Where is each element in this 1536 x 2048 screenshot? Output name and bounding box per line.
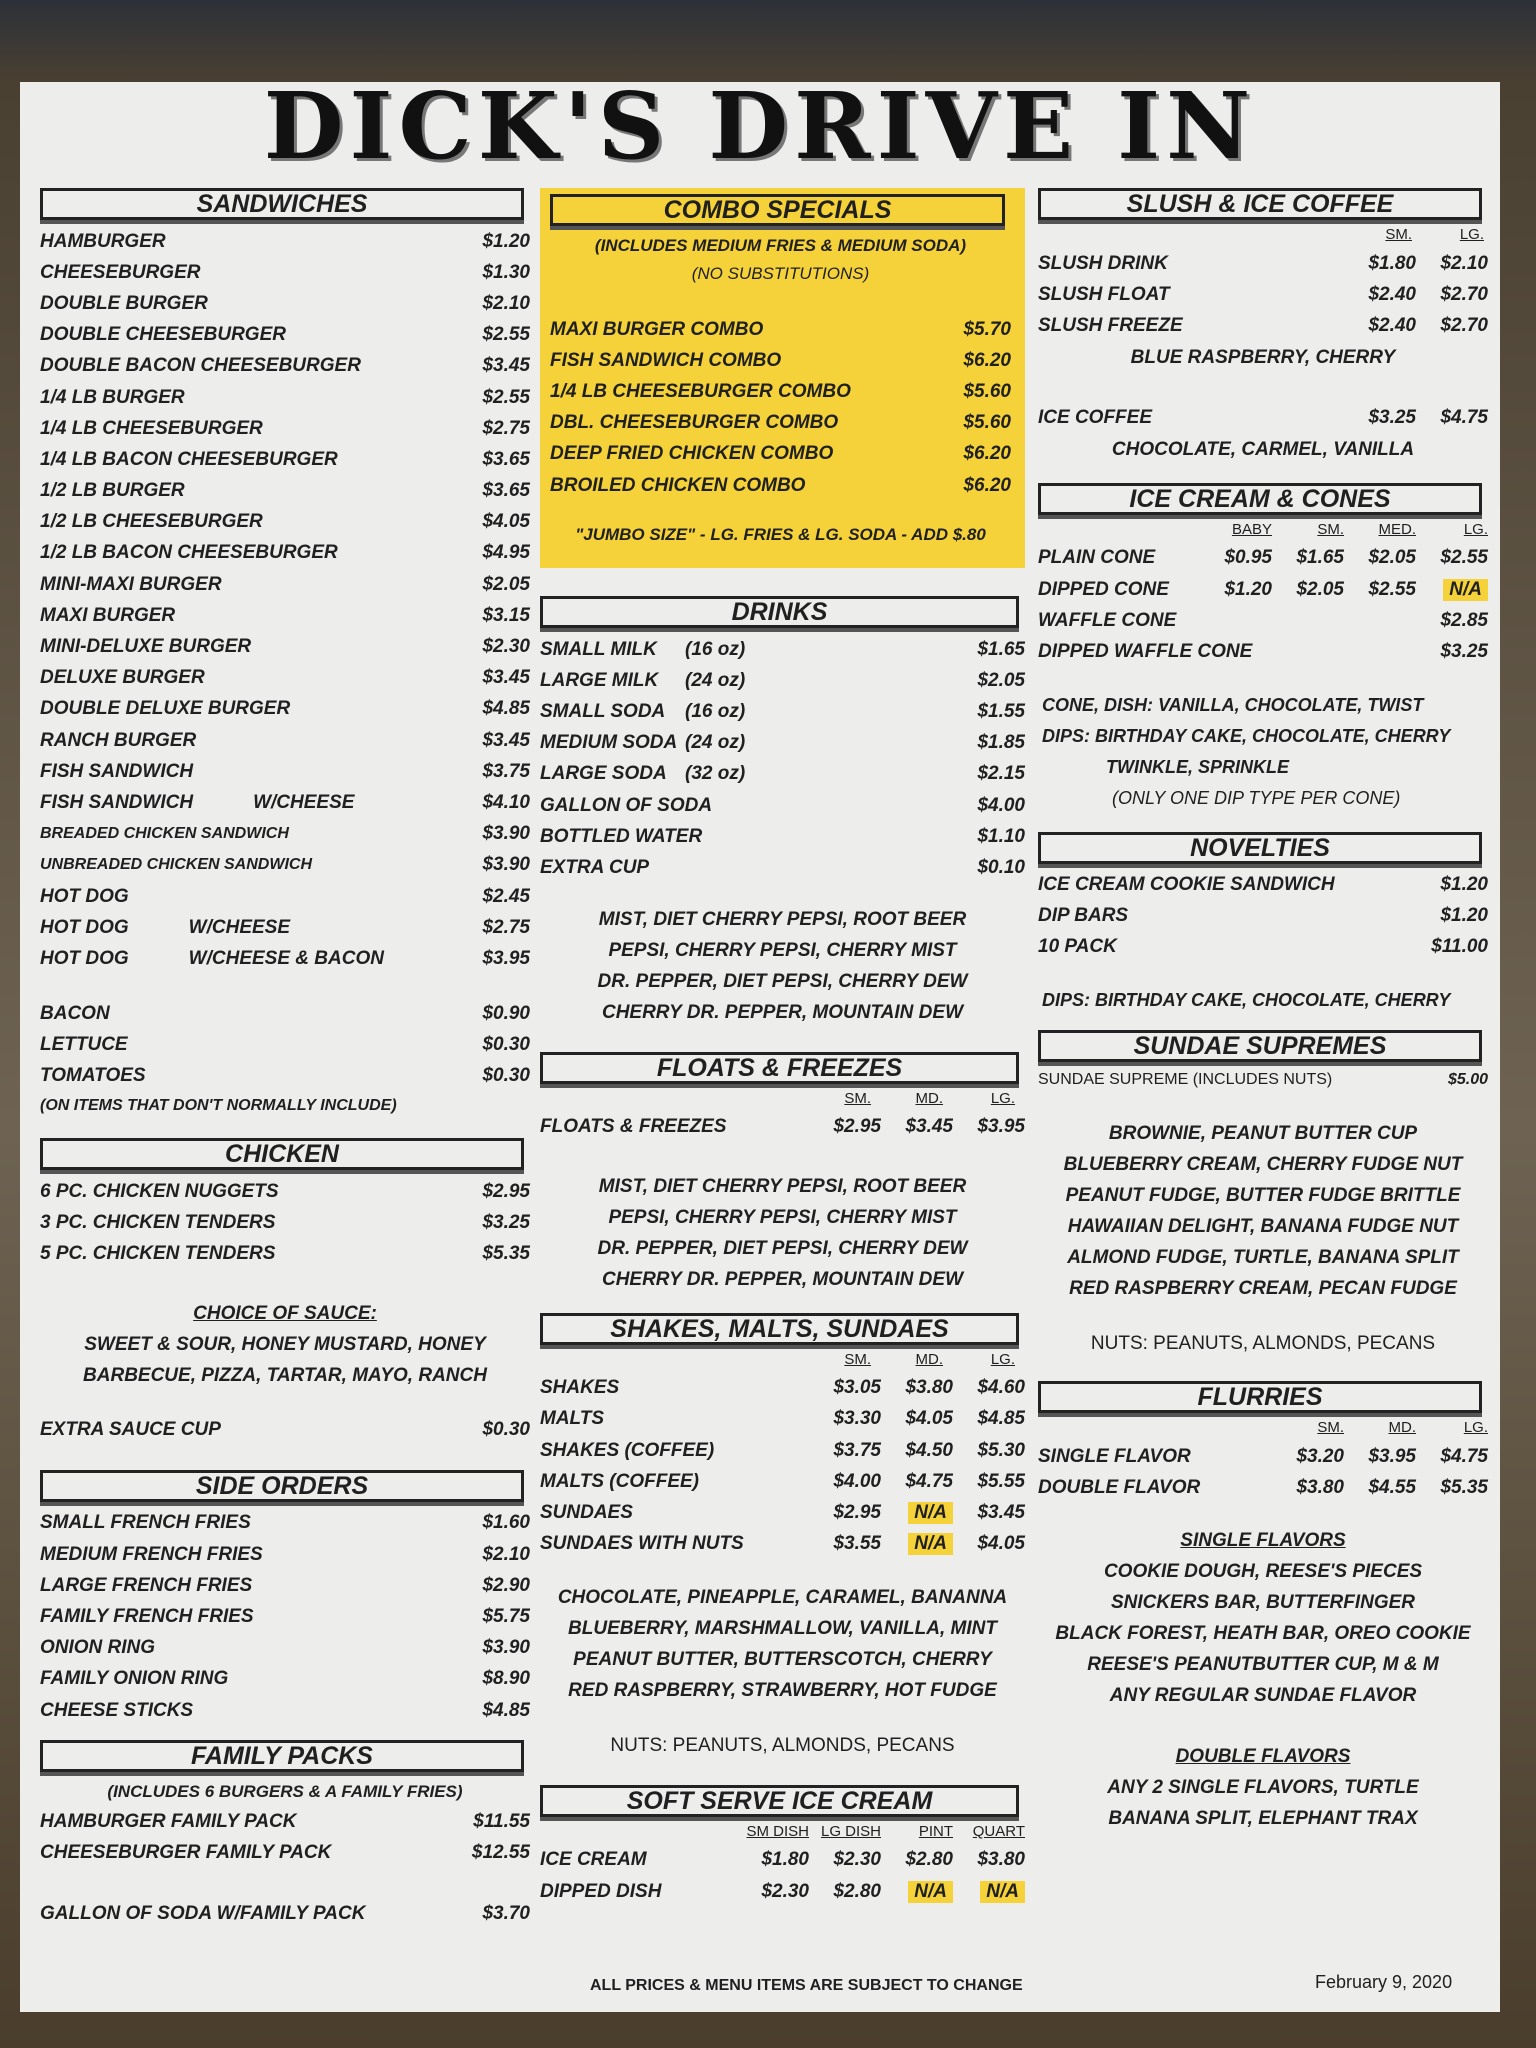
menu-item-row: MAXI BURGER COMBO $5.70 [550, 318, 1011, 340]
menu-item-row: SLUSH FLOAT $2.40 $2.70 [1038, 283, 1488, 305]
menu-item-row: FAMILY ONION RING $8.90 [40, 1668, 530, 1690]
extras-list [40, 999, 530, 1093]
menu-item-row: FAMILY FRENCH FRIES $5.75 [40, 1605, 530, 1627]
combo-list [550, 314, 1011, 501]
double-flavor-list [1038, 1772, 1488, 1834]
menu-item-row: BROILED CHICKEN COMBO $6.20 [550, 474, 1011, 496]
menu-item-row: 1/4 LB BACON CHEESEBURGER $3.65 [40, 448, 530, 470]
sauce-title: CHOICE OF SAUCE: [193, 1302, 377, 1324]
menu-item-row: ONION RING $3.90 [40, 1637, 530, 1659]
menu-item-row: SUNDAES $2.95 N/A $3.45 [540, 1502, 1025, 1524]
menu-item-row: MALTS $3.30 $4.05 $4.85 [540, 1408, 1025, 1430]
menu-item-row: FISH SANDWICH $3.75 [40, 760, 530, 782]
flavor-line: SNICKERS BAR, BUTTERFINGER [1110, 1592, 1415, 1614]
menu-item-row: EXTRA CUP $0.10 [540, 856, 1025, 878]
menu-item-row: 1/4 LB BURGER $2.55 [40, 386, 530, 408]
single-flavors-title: SINGLE FLAVORS [1180, 1530, 1346, 1552]
flurries-list [1038, 1441, 1488, 1503]
drinks-list [540, 634, 1025, 884]
menu-item-row: 1/4 LB CHEESEBURGER $2.75 [40, 417, 530, 439]
menu-item-row: LETTUCE $0.30 [40, 1034, 530, 1056]
sundae-nuts: NUTS: PEANUTS, ALMONDS, PECANS [1090, 1333, 1436, 1355]
cone-notes: CONE, DISH: VANILLA, CHOCOLATE, TWIST DIPS: BIRTHDAY CAKE, CHOCOLATE, CHERRY TWINKLE, SPRINKLE (ONLY ONE DIP TYPE PER CONE) [1042, 694, 1451, 808]
combo-specials-box [540, 188, 1025, 568]
menu-item-row: 6 PC. CHICKEN NUGGETS $2.95 [40, 1180, 530, 1202]
menu-item-row: 1/2 LB CHEESEBURGER $4.05 [40, 511, 530, 533]
section-header-sundae: SUNDAE SUPREMES [1038, 1030, 1482, 1062]
flavor-line: RED RASPBERRY CREAM, PECAN FUDGE [1069, 1278, 1457, 1300]
drink-flavor-list [540, 904, 1025, 1028]
menu-item-row: DOUBLE FLAVOR $3.80 $4.55 $5.35 [1038, 1476, 1488, 1498]
menu-item-row: DBL. CHEESEBURGER COMBO $5.60 [550, 412, 1011, 434]
flavor-line: BLUEBERRY CREAM, CHERRY FUDGE NUT [1063, 1154, 1463, 1176]
floats-row: FLOATS & FREEZES $2.95 $3.45 $3.95 [540, 1116, 1025, 1138]
double-flavors-title: DOUBLE FLAVORS [1175, 1746, 1351, 1768]
menu-item-row: SMALL FRENCH FRIES $1.60 [40, 1512, 530, 1534]
sides-list [40, 1508, 530, 1726]
section-header-cones: ICE CREAM & CONES [1038, 483, 1482, 515]
flavor-line: HAWAIIAN DELIGHT, BANANA FUDGE NUT [1067, 1216, 1459, 1238]
section-header-combo: COMBO SPECIALS [550, 194, 1005, 226]
footer-note: ALL PRICES & MENU ITEMS ARE SUBJECT TO CHANGE [590, 1977, 1023, 1994]
menu-item-row: 10 PACK $11.00 [1038, 936, 1488, 958]
jumbo-note: "JUMBO SIZE" - LG. FRIES & LG. SODA - ADD $.80 [575, 525, 986, 545]
section-header-soft-serve: SOFT SERVE ICE CREAM [540, 1785, 1019, 1817]
section-header-slush: SLUSH & ICE COFFEE [1038, 188, 1482, 220]
section-header-drinks: DRINKS [540, 596, 1019, 628]
novelty-dips: DIPS: BIRTHDAY CAKE, CHOCOLATE, CHERRY [1042, 990, 1451, 1011]
menu-item-row: MAXI BURGER $3.15 [40, 604, 530, 626]
flavor-line: DR. PEPPER, DIET PEPSI, CHERRY DEW [597, 970, 968, 992]
menu-title: DICK'S DRIVE IN [263, 72, 1257, 180]
menu-item-row: MINI-DELUXE BURGER $2.30 [40, 636, 530, 658]
flavor-line: RED RASPBERRY, STRAWBERRY, HOT FUDGE [568, 1679, 997, 1701]
single-flavor-list [1038, 1556, 1488, 1711]
menu-item-row: SMALL SODA (16 oz) $1.55 [540, 700, 1025, 722]
menu-item-row: LARGE MILK (24 oz) $2.05 [540, 669, 1025, 691]
menu-item-row: FISH SANDWICH COMBO $6.20 [550, 349, 1011, 371]
family-note: (INCLUDES 6 BURGERS & A FAMILY FRIES) [107, 1782, 463, 1802]
menu-item-row: HOT DOG $2.45 [40, 885, 530, 907]
menu-item-row: CHEESE STICKS $4.85 [40, 1699, 530, 1721]
combo-note-2: (NO SUBSTITUTIONS) [691, 264, 870, 283]
flavor-line: BROWNIE, PEANUT BUTTER CUP [1108, 1123, 1418, 1145]
flavor-line: BLACK FOREST, HEATH BAR, OREO COOKIE [1055, 1623, 1471, 1645]
menu-item-row: LARGE SODA (32 oz) $2.15 [540, 763, 1025, 785]
menu-item-row: FISH SANDWICH W/CHEESE $4.10 [40, 791, 530, 813]
extras-note: (ON ITEMS THAT DON'T NORMALLY INCLUDE) [40, 1097, 397, 1115]
flavor-line: COOKIE DOUGH, REESE'S PIECES [1103, 1561, 1423, 1583]
menu-item-row: LARGE FRENCH FRIES $2.90 [40, 1574, 530, 1596]
menu-item-row: MEDIUM FRENCH FRIES $2.10 [40, 1543, 530, 1565]
menu-item-row: SLUSH FREEZE $2.40 $2.70 [1038, 314, 1488, 336]
coffee-flavors: CHOCOLATE, CARMEL, VANILLA [1111, 438, 1415, 460]
menu-item-row: HAMBURGER FAMILY PACK $11.55 [40, 1810, 530, 1832]
section-header-flurries: FLURRIES [1038, 1381, 1482, 1413]
menu-item-row: DOUBLE BURGER $2.10 [40, 292, 530, 314]
menu-item-row: 5 PC. CHICKEN TENDERS $5.35 [40, 1243, 530, 1265]
flavor-line: CHOCOLATE, PINEAPPLE, CARAMEL, BANANNA [557, 1586, 1008, 1608]
menu-item-row: 3 PC. CHICKEN TENDERS $3.25 [40, 1211, 530, 1233]
flavor-line: PEANUT FUDGE, BUTTER FUDGE BRITTLE [1065, 1185, 1461, 1207]
menu-item-row: SUNDAES WITH NUTS $3.55 N/A $4.05 [540, 1533, 1025, 1555]
menu-item-row: TOMATOES $0.30 [40, 1065, 530, 1087]
sundae-flavor-list [1038, 1118, 1488, 1304]
menu-item-row: CHEESEBURGER $1.30 [40, 261, 530, 283]
menu-item-row: MEDIUM SODA (24 oz) $1.85 [540, 732, 1025, 754]
section-header-novelties: NOVELTIES [1038, 832, 1482, 864]
cones-size-header: BABY SM. MED. LG. [1231, 520, 1488, 538]
menu-item-row: DIPPED DISH $2.30 $2.80 N/A N/A [540, 1876, 1025, 1907]
shake-flavor-list [540, 1582, 1025, 1706]
gallon-family-row: GALLON OF SODA W/FAMILY PACK $3.70 [40, 1903, 530, 1925]
menu-item-row: DOUBLE CHEESEBURGER $2.55 [40, 324, 530, 346]
flavor-line: CHERRY DR. PEPPER, MOUNTAIN DEW [601, 1268, 964, 1290]
flavor-line: PEPSI, CHERRY PEPSI, CHERRY MIST [608, 939, 957, 961]
menu-item-row: HOT DOG W/CHEESE & BACON $3.95 [40, 947, 530, 969]
menu-date: February 9, 2020 [1315, 1972, 1453, 1992]
menu-item-row: SINGLE FLAVOR $3.20 $3.95 $4.75 [1038, 1445, 1488, 1467]
extra-sauce-row: EXTRA SAUCE CUP $0.30 [40, 1419, 530, 1441]
menu-item-row: DEEP FRIED CHICKEN COMBO $6.20 [550, 443, 1011, 465]
softserve-list [540, 1845, 1025, 1907]
menu-item-row: BOTTLED WATER $1.10 [540, 825, 1025, 847]
chicken-list [40, 1176, 530, 1270]
novelties-list [1038, 870, 1488, 964]
sandwich-list [40, 226, 530, 975]
column-left [40, 188, 530, 1930]
menu-item-row: DIPPED WAFFLE CONE $3.25 [1038, 640, 1488, 662]
section-header-side-orders: SIDE ORDERS [40, 1470, 524, 1502]
combo-note-1: (INCLUDES MEDIUM FRIES & MEDIUM SODA) [594, 236, 967, 255]
menu-item-row: RANCH BURGER $3.45 [40, 729, 530, 751]
slush-flavors: BLUE RASPBERRY, CHERRY [1130, 346, 1396, 368]
softserve-size-header: SM DISH LG DISH PINT QUART [746, 1822, 1025, 1840]
menu-item-row: SHAKES $3.05 $3.80 $4.60 [540, 1377, 1025, 1399]
sauce-line-2: BARBECUE, PIZZA, TARTAR, MAYO, RANCH [83, 1364, 487, 1386]
section-header-chicken: CHICKEN [40, 1138, 524, 1170]
flavor-line: DR. PEPPER, DIET PEPSI, CHERRY DEW [597, 1237, 968, 1259]
menu-item-row: MALTS (COFFEE) $4.00 $4.75 $5.55 [540, 1470, 1025, 1492]
column-right [1038, 188, 1488, 1834]
flavor-line: ANY 2 SINGLE FLAVORS, TURTLE [1107, 1777, 1419, 1799]
sundae-supreme-row: SUNDAE SUPREME (INCLUDES NUTS) $5.00 [1038, 1071, 1488, 1089]
ice-coffee-row: ICE COFFEE $3.25 $4.75 [1038, 407, 1488, 429]
menu-item-row: DELUXE BURGER $3.45 [40, 667, 530, 689]
flavor-line: PEANUT BUTTER, BUTTERSCOTCH, CHERRY [573, 1648, 992, 1670]
menu-item-row: CHEESEBURGER FAMILY PACK $12.55 [40, 1841, 530, 1863]
shakes-list [540, 1373, 1025, 1560]
cones-list [1038, 543, 1488, 668]
menu-item-row: HOT DOG W/CHEESE $2.75 [40, 916, 530, 938]
menu-item-row: 1/2 LB BURGER $3.65 [40, 480, 530, 502]
menu-item-row: MINI-MAXI BURGER $2.05 [40, 573, 530, 595]
shakes-size-header: SM. MD. LG. [844, 1350, 1015, 1368]
menu-item-row: HAMBURGER $1.20 [40, 230, 530, 252]
flurries-size-header: SM. MD. LG. [1317, 1419, 1488, 1437]
menu-item-row: GALLON OF SODA $4.00 [540, 794, 1025, 816]
family-list [40, 1806, 530, 1868]
menu-item-row: DIPPED CONE $1.20 $2.05 $2.55 N/A [1038, 574, 1488, 605]
menu-item-row: ICE CREAM COOKIE SANDWICH $1.20 [1038, 874, 1488, 896]
menu-sheet [20, 72, 1500, 2012]
slush-size-header: SM. LG. [1385, 226, 1484, 243]
flavor-line: REESE'S PEANUTBUTTER CUP, M & M [1087, 1654, 1439, 1676]
menu-item-row: PLAIN CONE $0.95 $1.65 $2.05 $2.55 [1038, 547, 1488, 569]
shakes-nuts: NUTS: PEANUTS, ALMONDS, PECANS [610, 1734, 955, 1756]
flavor-line: BANANA SPLIT, ELEPHANT TRAX [1108, 1808, 1418, 1830]
flavor-line: MIST, DIET CHERRY PEPSI, ROOT BEER [598, 908, 967, 930]
menu-item-row: SHAKES (COFFEE) $3.75 $4.50 $5.30 [540, 1439, 1025, 1461]
menu-item-row: ICE CREAM $1.80 $2.30 $2.80 $3.80 [540, 1849, 1025, 1871]
menu-item-row: 1/4 LB CHEESEBURGER COMBO $5.60 [550, 380, 1011, 402]
menu-item-row: 1/2 LB BACON CHEESEBURGER $4.95 [40, 542, 530, 564]
menu-item-row: UNBREADED CHICKEN SANDWICH $3.90 [40, 854, 530, 876]
section-header-shakes: SHAKES, MALTS, SUNDAES [540, 1313, 1019, 1345]
menu-item-row: WAFFLE CONE $2.85 [1038, 609, 1488, 631]
menu-item-row: SLUSH DRINK $1.80 $2.10 [1038, 252, 1488, 274]
flavor-line: ANY REGULAR SUNDAE FLAVOR [1109, 1685, 1417, 1707]
menu-item-row: BACON $0.90 [40, 1003, 530, 1025]
menu-item-row: SMALL MILK (16 oz) $1.65 [540, 638, 1025, 660]
menu-item-row: DOUBLE BACON CHEESEBURGER $3.45 [40, 355, 530, 377]
menu-item-row: BREADED CHICKEN SANDWICH $3.90 [40, 823, 530, 845]
slush-list [1038, 248, 1488, 342]
section-header-sandwiches: SANDWICHES [40, 188, 524, 220]
column-middle [540, 188, 1025, 1907]
section-header-floats: FLOATS & FREEZES [540, 1052, 1019, 1084]
sauce-line-1: SWEET & SOUR, HONEY MUSTARD, HONEY [84, 1333, 486, 1355]
float-flavor-list [540, 1171, 1025, 1295]
menu-item-row: DIP BARS $1.20 [1038, 905, 1488, 927]
flavor-line: ALMOND FUDGE, TURTLE, BANANA SPLIT [1067, 1247, 1459, 1269]
section-header-family-packs: FAMILY PACKS [40, 1740, 524, 1772]
flavor-line: BLUEBERRY, MARSHMALLOW, VANILLA, MINT [568, 1617, 997, 1639]
flavor-line: MIST, DIET CHERRY PEPSI, ROOT BEER [598, 1175, 967, 1197]
floats-size-header: SM. MD. LG. [844, 1089, 1015, 1107]
flavor-line: CHERRY DR. PEPPER, MOUNTAIN DEW [601, 1001, 964, 1023]
menu-item-row: DOUBLE DELUXE BURGER $4.85 [40, 698, 530, 720]
flavor-line: PEPSI, CHERRY PEPSI, CHERRY MIST [608, 1206, 957, 1228]
